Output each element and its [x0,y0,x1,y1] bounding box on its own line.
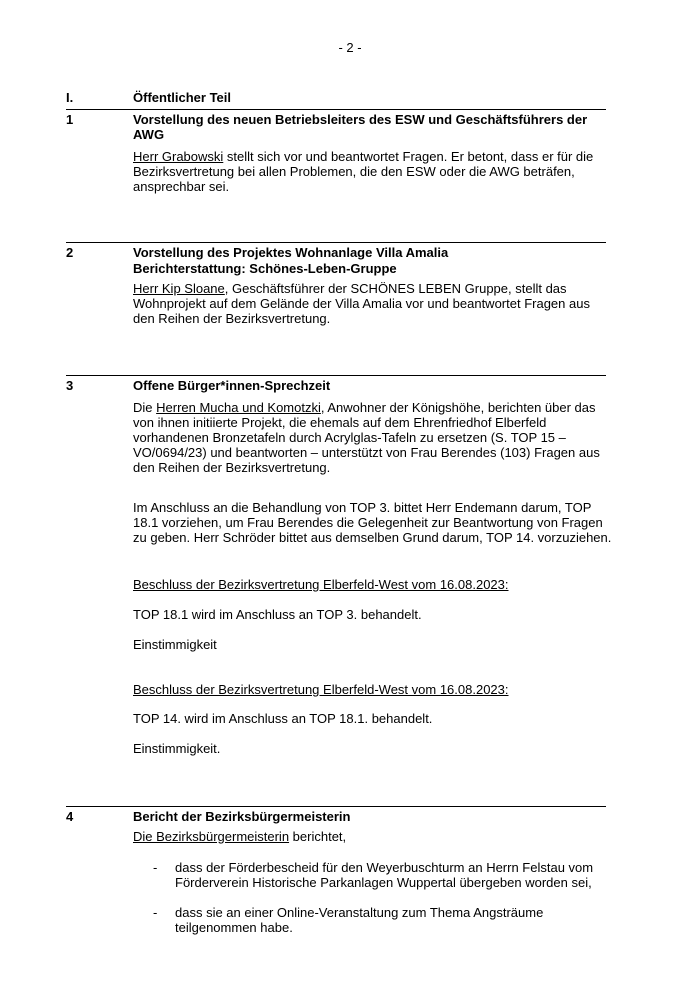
divider [66,806,606,807]
list-item: dass der Förderbescheid für den Weyerbuschturm an Herrn Felstau vom Förderverein Historische Parkanlagen Wuppertal übergeben worden sei, [175,860,594,890]
top-2-title-line-1: Vorstellung des Projektes Wohnanlage Villa Amalia [133,245,449,260]
top-4-intro [133,829,613,844]
top-3-number: 3 [66,378,74,393]
list-item: dass sie an einer Online-Veranstaltung zum Thema Angsträume teilgenommen habe. [175,905,544,935]
bullet-dash: - [153,860,158,875]
top-2-paragraph [133,281,613,326]
top-1-paragraph [133,149,613,194]
divider [66,242,606,243]
resolution-result: Einstimmigkeit [133,637,217,652]
top-3-paragraph-2: Im Anschluss an die Behandlung von TOP 3. bittet Herr Endemann darum, TOP 18.1 vorziehen, um Frau Berendes die Gelegenheit zur Beantwortung von Fragen zu geben. Herr Schröder bittet aus demselben Grund darum, TOP 14. vorzuziehen. [133,500,612,545]
top-3-paragraph-1 [133,400,613,475]
resolution-result: Einstimmigkeit. [133,741,221,756]
bullet-dash: - [153,905,158,920]
resolution-text: TOP 14. wird im Anschluss an TOP 18.1. behandelt. [133,711,433,726]
speaker-name: Herr Grabowski [133,149,224,164]
top-1-title: Vorstellung des neuen Betriebsleiters des ESW und Geschäftsführers der AWG [133,112,588,142]
resolution-text: TOP 18.1 wird im Anschluss an TOP 3. behandelt. [133,607,422,622]
top-2-number: 2 [66,245,74,260]
resolution-heading: Beschluss der Bezirksvertretung Elberfeld-West vom 16.08.2023: [133,682,509,697]
speaker-name: Herr Kip Sloane [133,281,225,296]
paragraph-text: , Geschäftsführer der SCHÖNES LEBEN Gruppe, stellt das Wohnprojekt auf dem Gelände der Villa Amalia vor und beantwortet Fragen aus den Reihen der Bezirksvertretung. [133,281,590,326]
top-4-number: 4 [66,809,74,824]
page-number: - 2 - [338,40,362,55]
top-1-number: 1 [66,112,74,127]
speaker-name: Herren Mucha und Komotzki [156,400,321,415]
top-3-title: Offene Bürger*innen-Sprechzeit [133,378,331,393]
part-title: Öffentlicher Teil [133,90,231,105]
resolution-heading: Beschluss der Bezirksvertretung Elberfeld-West vom 16.08.2023: [133,577,509,592]
paragraph-text: stellt sich vor und beantwortet Fragen. Er betont, dass er für die Bezirksvertretung bei allen Problemen, die den ESW oder die AWG beträfen, ansprechbar sei. [133,149,594,194]
paragraph-lead: Die [133,400,157,415]
divider [66,109,606,110]
paragraph-text: berichtet, [289,829,347,844]
divider [66,375,606,376]
speaker-name: Die Bezirksbürgermeisterin [133,829,290,844]
paragraph-text: , Anwohner der Königshöhe, berichten über das von ihnen initiierte Projekt, die ehemals auf dem Ehrenfriedhof Elberfeld vorhandenen Bronzetafeln durch Acrylglas-Tafeln zu ersetzen (S. TOP 15 – VO/0694/23) und beantworten – unterstützt von Frau Berendes (103) Fragen aus den Reihen der Bezirksvertretung. [133,400,600,475]
part-number: I. [66,90,74,105]
top-2-title-line-2: Berichterstattung: Schönes-Leben-Gruppe [133,261,397,276]
top-4-title: Bericht der Bezirksbürgermeisterin [133,809,351,824]
